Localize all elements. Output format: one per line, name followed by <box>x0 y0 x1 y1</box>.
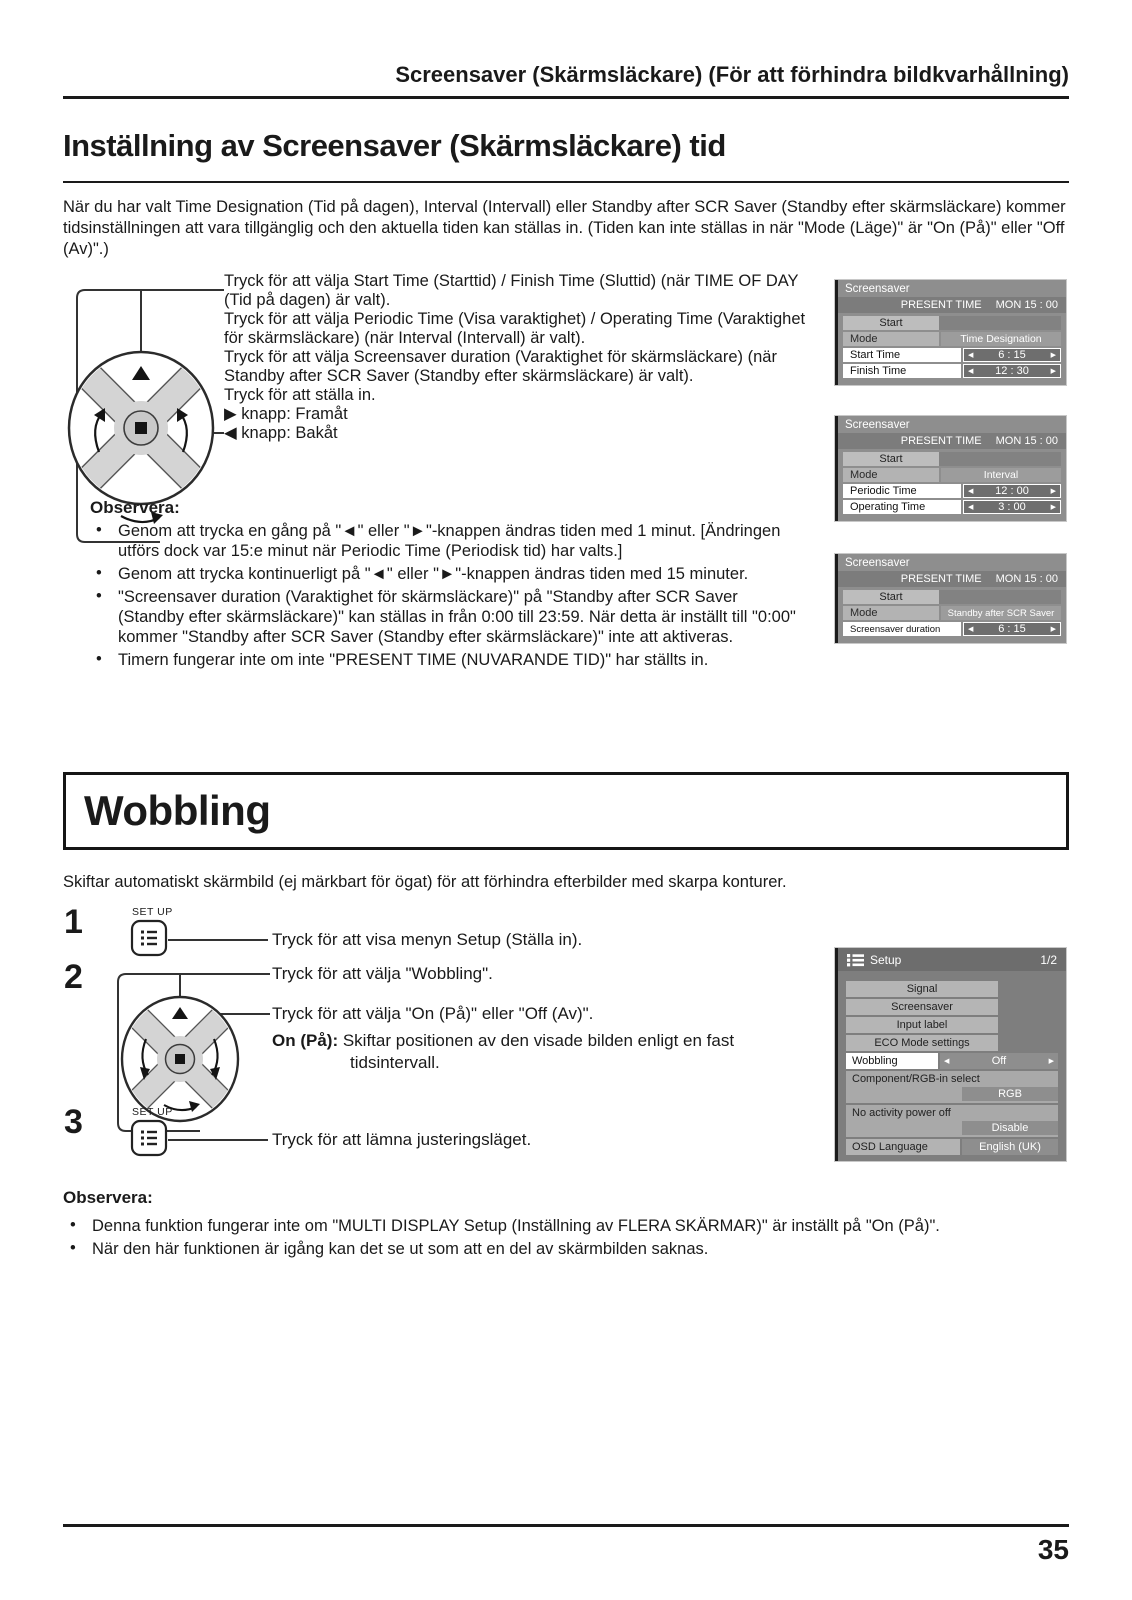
present-time-label: PRESENT TIME <box>900 299 982 311</box>
section-intro: När du har valt Time Designation (Tid på dagen), Interval (Intervall) eller Standby after SCR Saver (Standby efter skärmsläckare) kommer tidsinställningen att vara tillgänglig och den aktuella tiden kan ställas in. (Tiden kan inte ställas in när "Mode (Läge)" är "On (På)" eller "Off (Av)".) <box>63 198 1066 258</box>
menu-button-icon <box>130 1119 168 1157</box>
mode-value: Interval <box>941 468 1061 482</box>
setting-label: Screensaver duration <box>843 622 961 636</box>
present-time-row <box>838 571 1066 587</box>
note-item: • Denna funktion fungerar inte om "MULTI DISPLAY Setup (Inställning av FLERA SKÄRMAR)" är inställt på "On (På)". <box>66 1216 1066 1236</box>
section-title-rule <box>63 181 1069 183</box>
mode-label: Mode <box>843 332 939 346</box>
callout-line <box>168 939 268 941</box>
setting-value: 12 : 30 <box>995 365 1029 377</box>
footer-rule <box>63 1524 1069 1527</box>
section-title: Inställning av Screensaver (Skärmsläckare) tid <box>63 128 726 163</box>
dpad-figure <box>63 276 225 561</box>
setting-row <box>843 348 1061 362</box>
setup-menu-page-indicator: 1/2 <box>1040 952 1057 967</box>
header-rule <box>63 96 1069 99</box>
component-rgb-value: RGB <box>962 1087 1058 1101</box>
notes-list <box>92 521 798 673</box>
notes-heading: Observera: <box>63 1188 153 1207</box>
present-time-label: PRESENT TIME <box>900 435 982 447</box>
arrow-left-icon: ◀ <box>968 504 974 511</box>
arrow-left-icon: ◀ <box>968 626 974 633</box>
start-row <box>843 452 1061 466</box>
arrow-right-icon: ▶ <box>1050 352 1056 359</box>
setup-menu-title: Setup <box>870 952 902 967</box>
setting-label: Finish Time <box>843 364 961 378</box>
setting-value-stepper <box>963 622 1061 636</box>
step-number-2: 2 <box>64 958 83 996</box>
figure1-callout-text <box>224 272 814 443</box>
wobbling-value: Off <box>991 1055 1007 1067</box>
menu-item-eco-mode: ECO Mode settings <box>846 1035 998 1051</box>
arrow-right-icon: ▶ <box>1050 626 1056 633</box>
arrow-right-icon: ▶ <box>1050 504 1056 511</box>
osd-screensaver-standby <box>835 554 1066 643</box>
menu-item-wobbling <box>846 1053 1058 1069</box>
osd-title: Screensaver <box>845 419 910 431</box>
on-text-continued: tidsintervall. <box>350 1053 440 1072</box>
setting-label: Start Time <box>843 348 961 362</box>
callout-set: Tryck för att ställa in. <box>224 386 376 404</box>
step1-text: Tryck för att visa menyn Setup (Ställa in). <box>272 930 583 949</box>
mode-label: Mode <box>843 468 939 482</box>
setting-value: 6 : 15 <box>998 349 1026 361</box>
setup-menu-body <box>838 971 1066 1155</box>
setup-menu-screenshot <box>835 948 1066 1161</box>
step-number-3: 3 <box>64 1103 83 1141</box>
menu-item-osd-language <box>846 1139 1058 1155</box>
on-text: Skiftar positionen av den visade bilden enligt en fast <box>338 1031 735 1050</box>
note-item: • Timern fungerar inte om inte "PRESENT TIME (NUVARANDE TID)" har ställts in. <box>92 650 798 670</box>
center-button-icon <box>175 1054 185 1064</box>
osd-title: Screensaver <box>845 557 910 569</box>
wobbling-intro: Skiftar automatiskt skärmbild (ej märkbart för ögat) för att förhindra efterbilder med skarpa konturer. <box>63 873 787 891</box>
mode-label: Mode <box>843 606 939 620</box>
setup-button-label: SET UP <box>132 906 173 918</box>
arrow-right-icon: ▶ <box>1048 1058 1054 1065</box>
osd-language-label: OSD Language <box>846 1139 960 1155</box>
setting-value-stepper <box>963 364 1061 378</box>
wobbling-label: Wobbling <box>846 1053 938 1069</box>
note-item: • Genom att trycka en gång på "◄" eller "►"-knappen ändras tiden med 1 minut. [Ändringen utförs dock var 15:e minut när Periodic Time (Periodisk tid) har valts.] <box>92 521 798 561</box>
wobbling-banner <box>63 772 1069 850</box>
callout-forward: ▶ knapp: Framåt <box>224 405 348 423</box>
wobbling-value-stepper <box>940 1053 1058 1069</box>
arrow-left-icon: ◀ <box>944 1058 950 1065</box>
mode-row <box>843 468 1061 482</box>
setting-row <box>843 484 1061 498</box>
start-row <box>843 316 1061 330</box>
start-button: Start <box>843 316 939 330</box>
notes-list <box>66 1216 1066 1262</box>
page-header-title: Screensaver (Skärmsläckare) (För att förhindra bildkvarhållning) <box>395 62 1069 87</box>
mode-value: Time Designation <box>941 332 1061 346</box>
arrow-right-icon: ▶ <box>1050 488 1056 495</box>
menu-item-component-rgb <box>846 1071 1058 1103</box>
osd-screensaver-time-designation <box>835 280 1066 385</box>
on-label: On (På): <box>272 1031 339 1050</box>
osd-language-value: English (UK) <box>962 1139 1058 1155</box>
present-time-label: PRESENT TIME <box>900 573 982 585</box>
power-off-value: Disable <box>962 1121 1058 1135</box>
present-time-row <box>838 297 1066 313</box>
setup-button-label: SET UP <box>132 1106 173 1118</box>
arrow-right-icon: ▶ <box>1050 368 1056 375</box>
callout-line <box>168 1139 268 1141</box>
setting-label: Periodic Time <box>843 484 961 498</box>
center-button-icon <box>135 422 147 434</box>
power-off-label: No activity power off <box>852 1107 951 1119</box>
callout-select-2: Tryck för att välja Periodic Time (Visa varaktighet) / Operating Time (Varaktighet för skärmsläckare) (när Interval (Intervall) är valt). <box>224 310 806 347</box>
present-time-value: MON 15 : 00 <box>995 573 1058 585</box>
setting-row <box>843 364 1061 378</box>
start-row <box>843 590 1061 604</box>
menu-item-no-activity-power-off <box>846 1105 1058 1137</box>
component-rgb-label: Component/RGB-in select <box>852 1073 980 1085</box>
osd-screensaver-interval <box>835 416 1066 521</box>
menu-button-icon <box>130 919 168 957</box>
setting-row <box>843 500 1061 514</box>
mode-row <box>843 606 1061 620</box>
note-item: • "Screensaver duration (Varaktighet för skärmsläckare)" på "Standby after SCR Saver (Standby efter skärmsläckare)" kan ställas in från 0:00 till 23:59. När detta är inställt till "0:00" kommer "Standby after SCR Saver (Standby efter skärmsläckare)" inte att aktiveras. <box>92 587 798 647</box>
setup-menu-titlebar <box>838 948 1066 971</box>
callout-select-1: Tryck för att välja Start Time (Starttid) / Finish Time (Sluttid) (när TIME OF DAY (Tid på dagen) är valt). <box>224 272 799 309</box>
notes-heading: Observera: <box>90 498 180 517</box>
step2-on-description <box>272 1030 832 1074</box>
step2-text-select: Tryck för att välja "Wobbling". <box>272 964 493 983</box>
menu-item-screensaver: Screensaver <box>846 999 998 1015</box>
present-time-value: MON 15 : 00 <box>995 299 1058 311</box>
step3-text: Tryck för att lämna justeringsläget. <box>272 1130 532 1149</box>
wobbling-title: Wobbling <box>84 787 271 834</box>
setting-row <box>843 622 1061 636</box>
start-button: Start <box>843 452 939 466</box>
setting-value: 12 : 00 <box>995 485 1029 497</box>
present-time-value: MON 15 : 00 <box>995 435 1058 447</box>
present-time-row <box>838 433 1066 449</box>
note-item: • Genom att trycka kontinuerligt på "◄" eller "►"-knappen ändras tiden med 15 minuter. <box>92 564 798 584</box>
setting-value: 6 : 15 <box>998 623 1026 635</box>
menu-item-signal: Signal <box>846 981 998 997</box>
setting-value-stepper <box>963 348 1061 362</box>
note-item: • När den här funktionen är igång kan det se ut som att en del av skärmbilden saknas. <box>66 1239 1066 1259</box>
page-number: 35 <box>1037 1534 1069 1565</box>
mode-value: Standby after SCR Saver <box>941 606 1061 620</box>
arrow-left-icon: ◀ <box>968 488 974 495</box>
setting-label: Operating Time <box>843 500 961 514</box>
setting-value: 3 : 00 <box>998 501 1026 513</box>
osd-title: Screensaver <box>845 283 910 295</box>
step2-text-onoff: Tryck för att välja "On (På)" eller "Off (Av)". <box>272 1004 594 1023</box>
setting-value-stepper <box>963 500 1061 514</box>
start-button: Start <box>843 590 939 604</box>
setting-value-stepper <box>963 484 1061 498</box>
arrow-left-icon: ◀ <box>968 352 974 359</box>
callout-select-3: Tryck för att välja Screensaver duration (Varaktighet för skärmsläckare) (när Standby after SCR Saver (Standby efter skärmsläckare) är valt). <box>224 348 777 385</box>
arrow-left-icon: ◀ <box>968 368 974 375</box>
step-number-1: 1 <box>64 903 83 941</box>
menu-item-input-label: Input label <box>846 1017 998 1033</box>
mode-row <box>843 332 1061 346</box>
menu-list-icon <box>847 953 864 967</box>
setup-button-figure <box>130 906 190 962</box>
callout-back: ◀ knapp: Bakåt <box>224 424 338 442</box>
setup-button-figure <box>130 1106 190 1162</box>
